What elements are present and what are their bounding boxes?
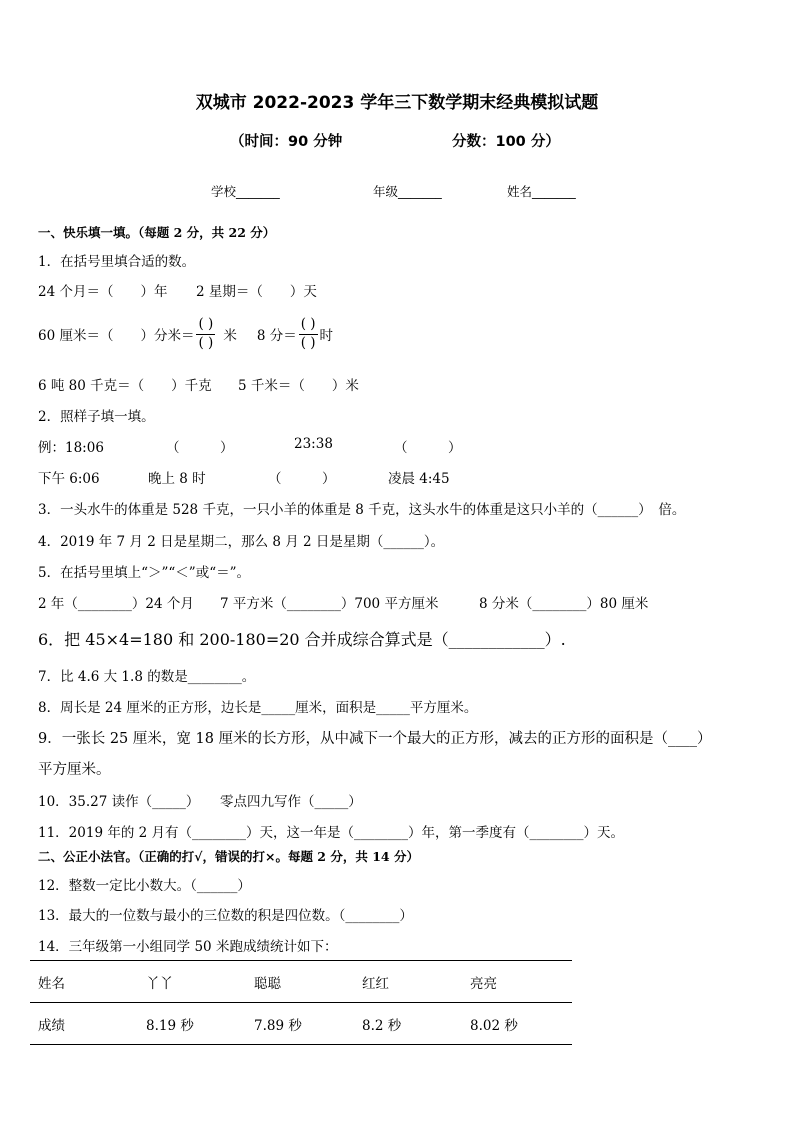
table-header-cell: 姓名 — [38, 976, 65, 992]
question-2-blank-3: （ ） — [268, 471, 336, 487]
question-1-line-2c: 8 分＝ — [256, 328, 297, 344]
question-1-line-3a: 6 吨 80 千克＝（ ）千克 — [38, 378, 212, 394]
table-middle-rule — [30, 1002, 572, 1003]
question-10-a: 10．35.27 读作（_____） — [38, 794, 200, 810]
question-6: 6．把 45×4=180 和 200-180=20 合并成综合算式是（____________）. — [38, 630, 566, 649]
table-cell: 成绩 — [38, 1018, 65, 1034]
fraction-denominator: ( ) — [198, 334, 214, 351]
question-5-a: 2 年（________）24 个月 — [38, 596, 194, 612]
exam-score: 分数：100 分） — [452, 134, 560, 150]
section-heading-2: 二、公正小法官。（正确的打√，错误的打×。每题 2 分，共 14 分） — [38, 849, 419, 864]
question-9-line-2: 平方厘米。 — [38, 762, 111, 778]
table-cell: 7.89 秒 — [254, 1018, 302, 1034]
fraction-numerator: ( ) — [299, 318, 318, 335]
question-2-answer-3: 凌晨 4:45 — [388, 471, 450, 487]
question-2-answer-2: 晚上 8 时 — [148, 471, 206, 487]
question-2-answer-1: 下午 6:06 — [38, 471, 100, 487]
question-5-stem: 5．在括号里填上“＞”“＜”或“＝”。 — [38, 565, 250, 581]
question-9-line-1: 9．一张长 25 厘米，宽 18 厘米的长方形，从中减下一个最大的正方形，减去的正方形的面积是（____） — [38, 731, 712, 747]
question-13: 13．最大的一位数与最小的三位数的积是四位数。（________） — [38, 908, 413, 924]
table-header-cell: 聪聪 — [254, 976, 281, 992]
table-header-cell: 亮亮 — [470, 976, 497, 992]
question-1-line-2a: 60 厘米＝（ ）分米＝ — [38, 328, 195, 344]
question-1-line-1a: 24 个月＝（ ）年 — [38, 284, 168, 300]
question-2-example-2: 23:38 — [294, 436, 333, 452]
question-8: 8．周长是 24 厘米的正方形，边长是_____厘米，面积是_____平方厘米。 — [38, 700, 478, 716]
fraction-blank-1 — [196, 318, 215, 350]
exam-time: （时间：90 分钟 — [230, 134, 343, 150]
table-header-cell: 丫丫 — [146, 976, 173, 992]
question-11: 11．2019 年的 2 月有（________）天，这一年是（________）年，第一季度有（________）天。 — [38, 825, 624, 841]
question-1-line-2b: 米 — [223, 328, 237, 344]
question-1-line-2d: 时 — [319, 328, 334, 344]
fraction-numerator: ( ) — [196, 318, 215, 335]
fraction-blank-2 — [299, 318, 318, 350]
question-3: 3．一头水牛的体重是 528 千克，一只小羊的体重是 8 千克，这头水牛的体重是这只小羊的（______） 倍。 — [38, 502, 686, 518]
table-bottom-rule — [30, 1044, 572, 1045]
question-1-line-1b: 2 星期＝（ ）天 — [196, 284, 317, 300]
school-field: 学校_______ — [211, 184, 280, 199]
fraction-denominator: ( ) — [300, 334, 316, 351]
table-cell: 8.19 秒 — [146, 1018, 194, 1034]
question-5-c: 8 分米（________）80 厘米 — [479, 596, 649, 612]
question-2-blank-2: （ ） — [394, 440, 462, 456]
question-10-b: 零点四九写作（_____） — [220, 794, 362, 810]
section-heading-1: 一、快乐填一填。（每题 2 分，共 22 分） — [38, 225, 276, 240]
grade-field: 年级_______ — [373, 184, 442, 199]
question-2-example-1: 例：18:06 — [38, 440, 104, 456]
question-14: 14．三年级第一小组同学 50 米跑成绩统计如下： — [38, 939, 338, 955]
table-top-rule — [30, 960, 572, 961]
question-7: 7．比 4.6 大 1.8 的数是________。 — [38, 669, 256, 685]
table-cell: 8.2 秒 — [362, 1018, 402, 1034]
question-2-blank-1: （ ） — [166, 440, 234, 456]
question-12: 12．整数一定比小数大。（______） — [38, 878, 251, 894]
table-header-cell: 红红 — [362, 976, 389, 992]
question-4: 4．2019 年 7 月 2 日是星期二，那么 8 月 2 日是星期（______）。 — [38, 534, 445, 550]
question-1-line-3b: 5 千米＝（ ）米 — [238, 378, 359, 394]
table-cell: 8.02 秒 — [470, 1018, 518, 1034]
name-field: 姓名_______ — [507, 184, 576, 199]
exam-title: 双城市 2022-2023 学年三下数学期末经典模拟试题 — [195, 93, 599, 113]
question-2-stem: 2．照样子填一填。 — [38, 409, 155, 425]
question-1-stem: 1．在括号里填合适的数。 — [38, 254, 196, 270]
question-5-b: 7 平方米（________）700 平方厘米 — [220, 596, 439, 612]
question-1-line-2 — [38, 312, 333, 356]
